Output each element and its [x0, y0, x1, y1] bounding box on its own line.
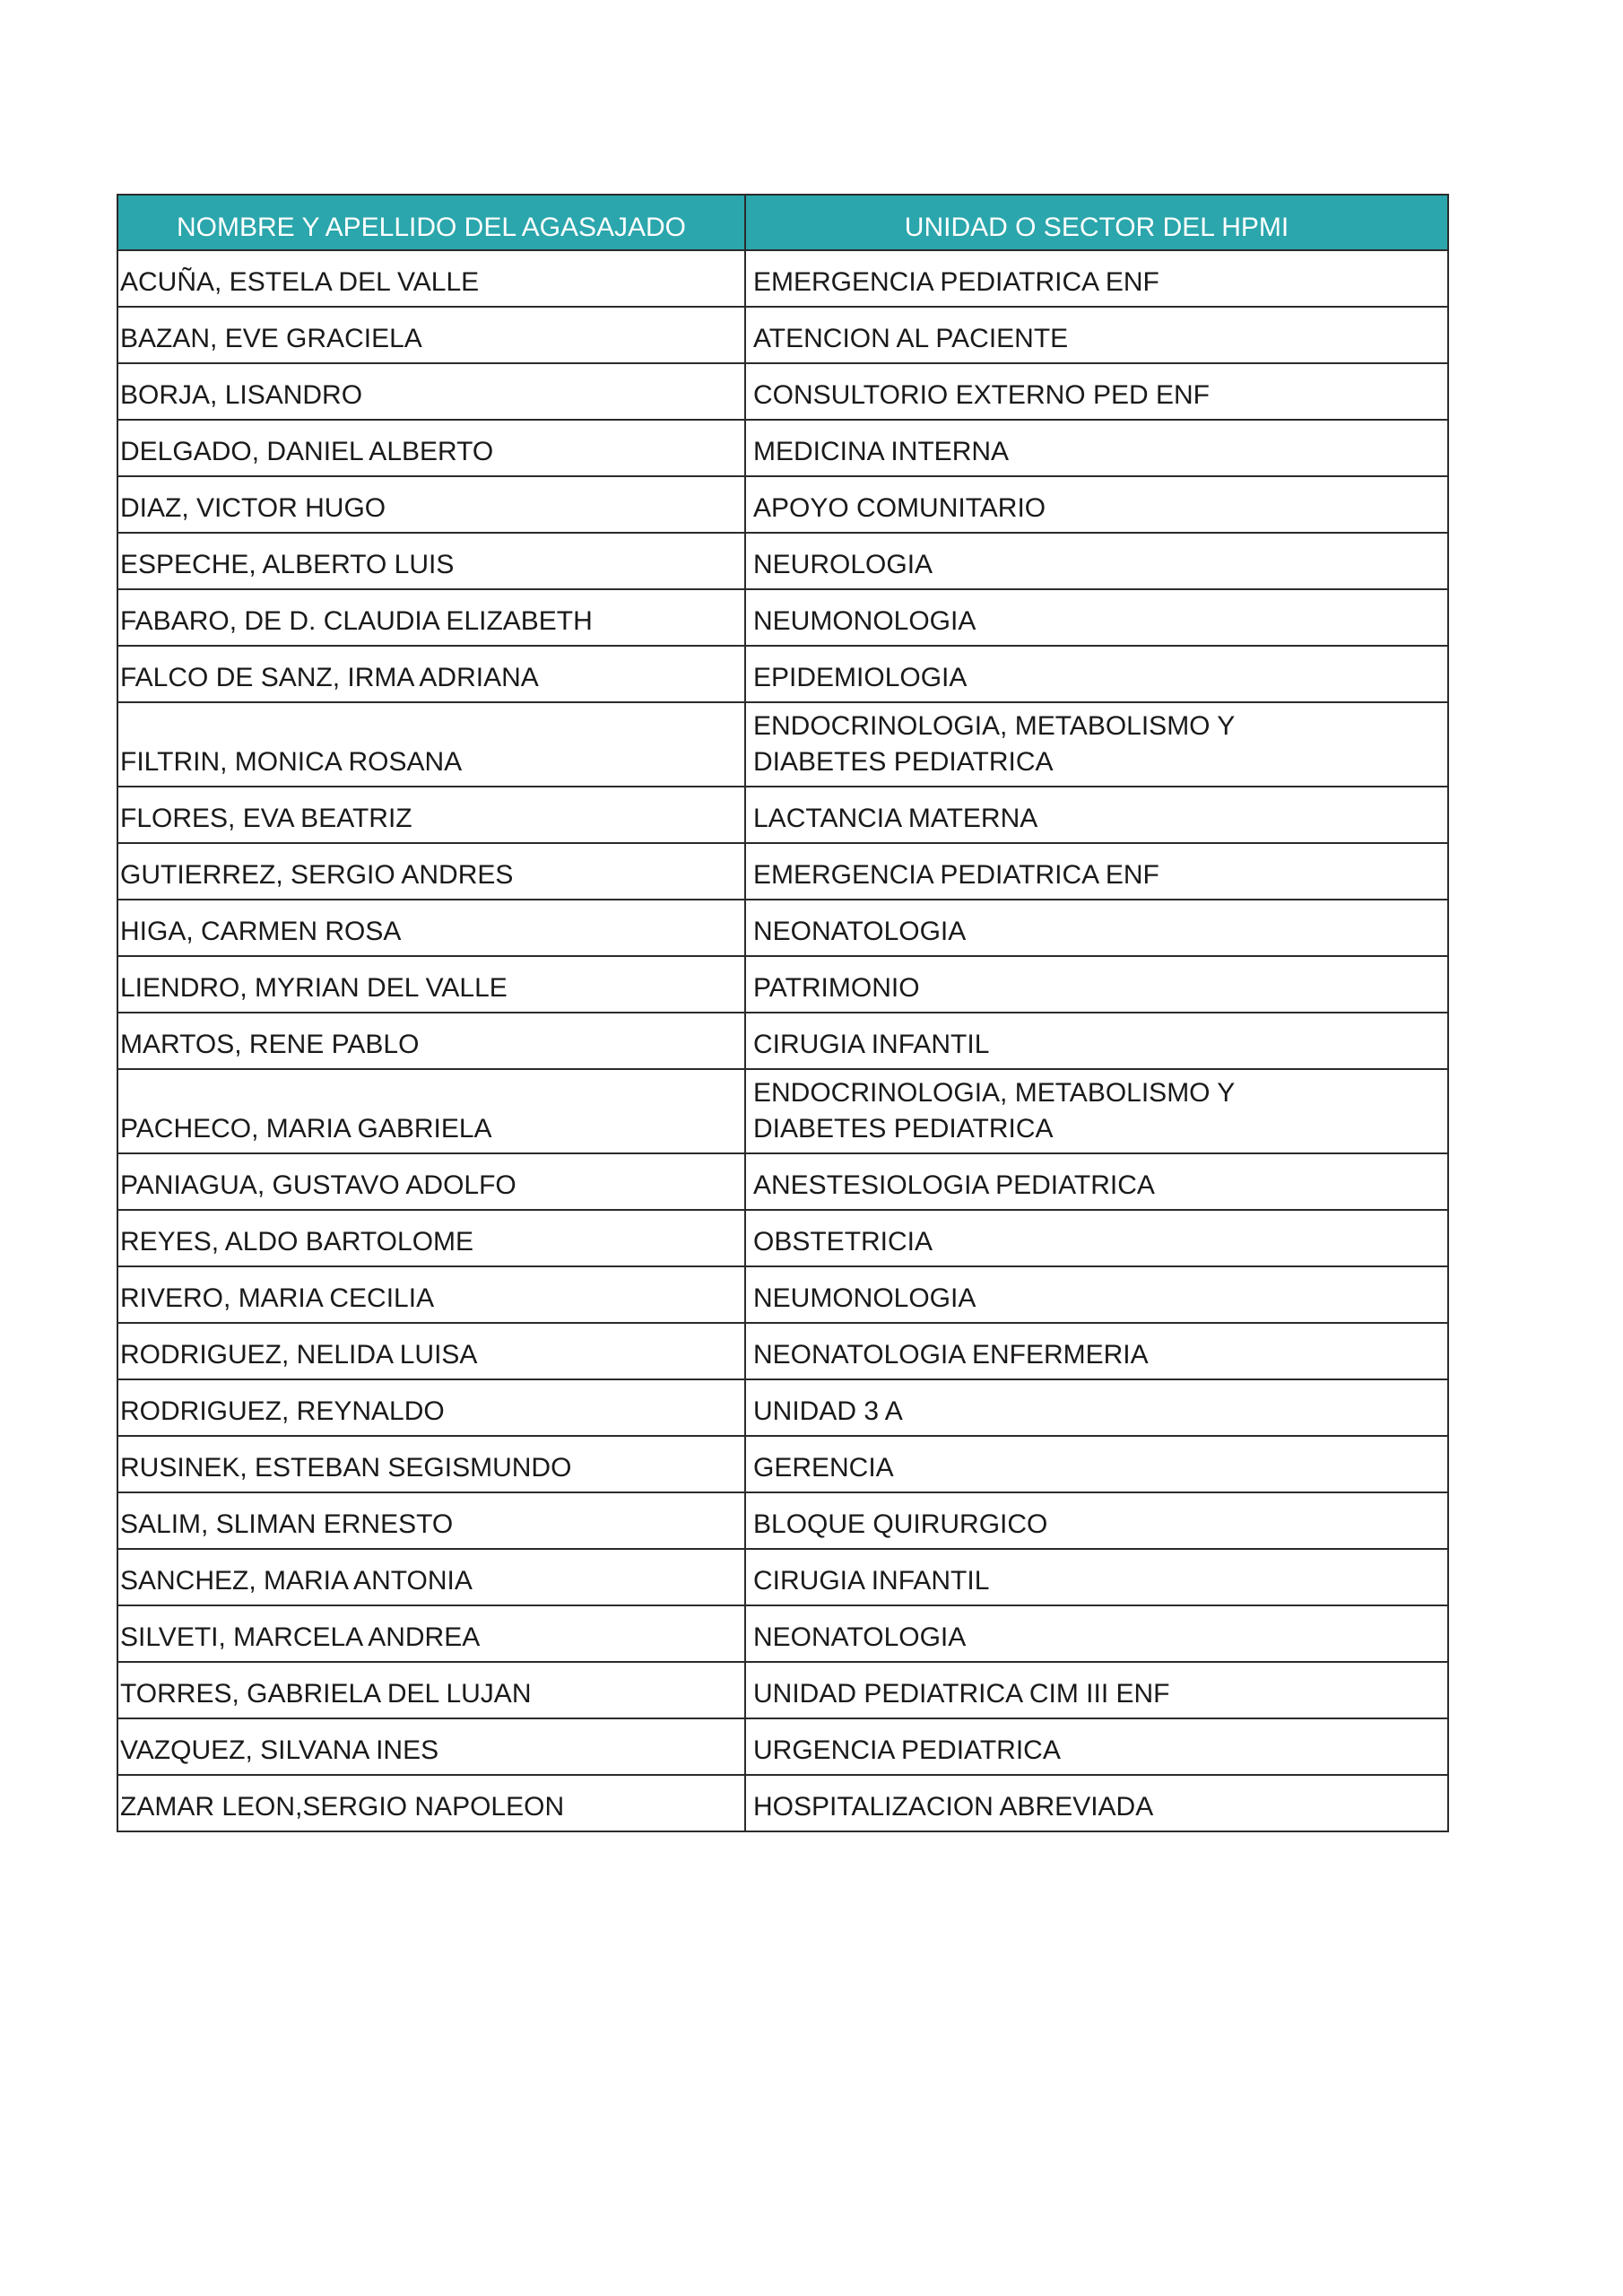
honoree-name: FABARO, DE D. CLAUDIA ELIZABETH: [117, 589, 745, 646]
table-row: [117, 1153, 1448, 1210]
honoree-name: VAZQUEZ, SILVANA INES: [117, 1718, 745, 1775]
honoree-name: DELGADO, DANIEL ALBERTO: [117, 420, 745, 476]
honoree-unit: BLOQUE QUIRURGICO: [745, 1492, 1448, 1549]
header-name-column: NOMBRE Y APELLIDO DEL AGASAJADO: [117, 195, 745, 250]
table-row: [117, 1662, 1448, 1718]
honoree-unit: LACTANCIA MATERNA: [745, 787, 1448, 843]
honoree-name: BORJA, LISANDRO: [117, 363, 745, 420]
honoree-name: SALIM, SLIMAN ERNESTO: [117, 1492, 745, 1549]
table-row: [117, 787, 1448, 843]
honoree-name: RODRIGUEZ, NELIDA LUISA: [117, 1323, 745, 1379]
honoree-unit: URGENCIA PEDIATRICA: [745, 1718, 1448, 1775]
honoree-unit: PATRIMONIO: [745, 956, 1448, 1013]
honoree-name: TORRES, GABRIELA DEL LUJAN: [117, 1662, 745, 1718]
honoree-name: PANIAGUA, GUSTAVO ADOLFO: [117, 1153, 745, 1210]
honoree-unit: EMERGENCIA PEDIATRICA ENF: [745, 843, 1448, 900]
honoree-name: RIVERO, MARIA CECILIA: [117, 1266, 745, 1323]
honoree-name: ESPECHE, ALBERTO LUIS: [117, 533, 745, 589]
table-row: [117, 476, 1448, 533]
table-row: [117, 307, 1448, 363]
honoree-name: BAZAN, EVE GRACIELA: [117, 307, 745, 363]
honoree-unit: EPIDEMIOLOGIA: [745, 646, 1448, 702]
table-row: [117, 589, 1448, 646]
table-row: [117, 1492, 1448, 1549]
honoree-name: LIENDRO, MYRIAN DEL VALLE: [117, 956, 745, 1013]
honoree-name: GUTIERREZ, SERGIO ANDRES: [117, 843, 745, 900]
table-row: [117, 1323, 1448, 1379]
honoree-unit: UNIDAD PEDIATRICA CIM III ENF: [745, 1662, 1448, 1718]
table-row: [117, 1069, 1448, 1153]
honoree-unit: HOSPITALIZACION ABREVIADA: [745, 1775, 1448, 1831]
honoree-unit: NEUROLOGIA: [745, 533, 1448, 589]
honoree-unit: ENDOCRINOLOGIA, METABOLISMO Y DIABETES PEDIATRICA: [745, 702, 1448, 787]
honoree-unit: OBSTETRICIA: [745, 1210, 1448, 1266]
honoree-name: FALCO DE SANZ, IRMA ADRIANA: [117, 646, 745, 702]
table-row: [117, 1210, 1448, 1266]
honoree-unit: CONSULTORIO EXTERNO PED ENF: [745, 363, 1448, 420]
honoree-name: ACUÑA, ESTELA DEL VALLE: [117, 250, 745, 307]
honoree-name: FILTRIN, MONICA ROSANA: [117, 702, 745, 787]
table-row: [117, 1549, 1448, 1605]
honoree-unit: ATENCION AL PACIENTE: [745, 307, 1448, 363]
honoree-name: PACHECO, MARIA GABRIELA: [117, 1069, 745, 1153]
table-row: [117, 1436, 1448, 1492]
honoree-name: FLORES, EVA BEATRIZ: [117, 787, 745, 843]
honoree-unit: NEONATOLOGIA: [745, 900, 1448, 956]
honoree-name: REYES, ALDO BARTOLOME: [117, 1210, 745, 1266]
honorees-table: [117, 194, 1449, 1832]
honoree-name: MARTOS, RENE PABLO: [117, 1013, 745, 1069]
honoree-unit: ANESTESIOLOGIA PEDIATRICA: [745, 1153, 1448, 1210]
honoree-unit: NEONATOLOGIA ENFERMERIA: [745, 1323, 1448, 1379]
honoree-unit: CIRUGIA INFANTIL: [745, 1549, 1448, 1605]
honoree-name: RODRIGUEZ, REYNALDO: [117, 1379, 745, 1436]
honoree-unit: GERENCIA: [745, 1436, 1448, 1492]
honoree-unit: EMERGENCIA PEDIATRICA ENF: [745, 250, 1448, 307]
table-row: [117, 533, 1448, 589]
table-row: [117, 363, 1448, 420]
honoree-name: ZAMAR LEON,SERGIO NAPOLEON: [117, 1775, 745, 1831]
table-row: [117, 1605, 1448, 1662]
table-header: [117, 195, 1448, 250]
table-row: [117, 250, 1448, 307]
honoree-name: HIGA, CARMEN ROSA: [117, 900, 745, 956]
table-row: [117, 1266, 1448, 1323]
table-row: [117, 646, 1448, 702]
honoree-unit: CIRUGIA INFANTIL: [745, 1013, 1448, 1069]
honoree-unit: NEUMONOLOGIA: [745, 589, 1448, 646]
honoree-unit: NEUMONOLOGIA: [745, 1266, 1448, 1323]
table-row: [117, 702, 1448, 787]
honoree-unit: UNIDAD 3 A: [745, 1379, 1448, 1436]
table-row: [117, 956, 1448, 1013]
honoree-unit: NEONATOLOGIA: [745, 1605, 1448, 1662]
honoree-unit: ENDOCRINOLOGIA, METABOLISMO Y DIABETES PEDIATRICA: [745, 1069, 1448, 1153]
header-row: [117, 195, 1448, 250]
table-row: [117, 900, 1448, 956]
table-row: [117, 1379, 1448, 1436]
header-unit-column: UNIDAD O SECTOR DEL HPMI: [745, 195, 1448, 250]
table-body: [117, 250, 1448, 1831]
honoree-name: SILVETI, MARCELA ANDREA: [117, 1605, 745, 1662]
honoree-unit: MEDICINA INTERNA: [745, 420, 1448, 476]
table-row: [117, 1718, 1448, 1775]
table-row: [117, 1775, 1448, 1831]
honoree-unit: APOYO COMUNITARIO: [745, 476, 1448, 533]
table-row: [117, 420, 1448, 476]
honoree-name: SANCHEZ, MARIA ANTONIA: [117, 1549, 745, 1605]
honoree-name: RUSINEK, ESTEBAN SEGISMUNDO: [117, 1436, 745, 1492]
table-row: [117, 1013, 1448, 1069]
table-row: [117, 843, 1448, 900]
honoree-name: DIAZ, VICTOR HUGO: [117, 476, 745, 533]
